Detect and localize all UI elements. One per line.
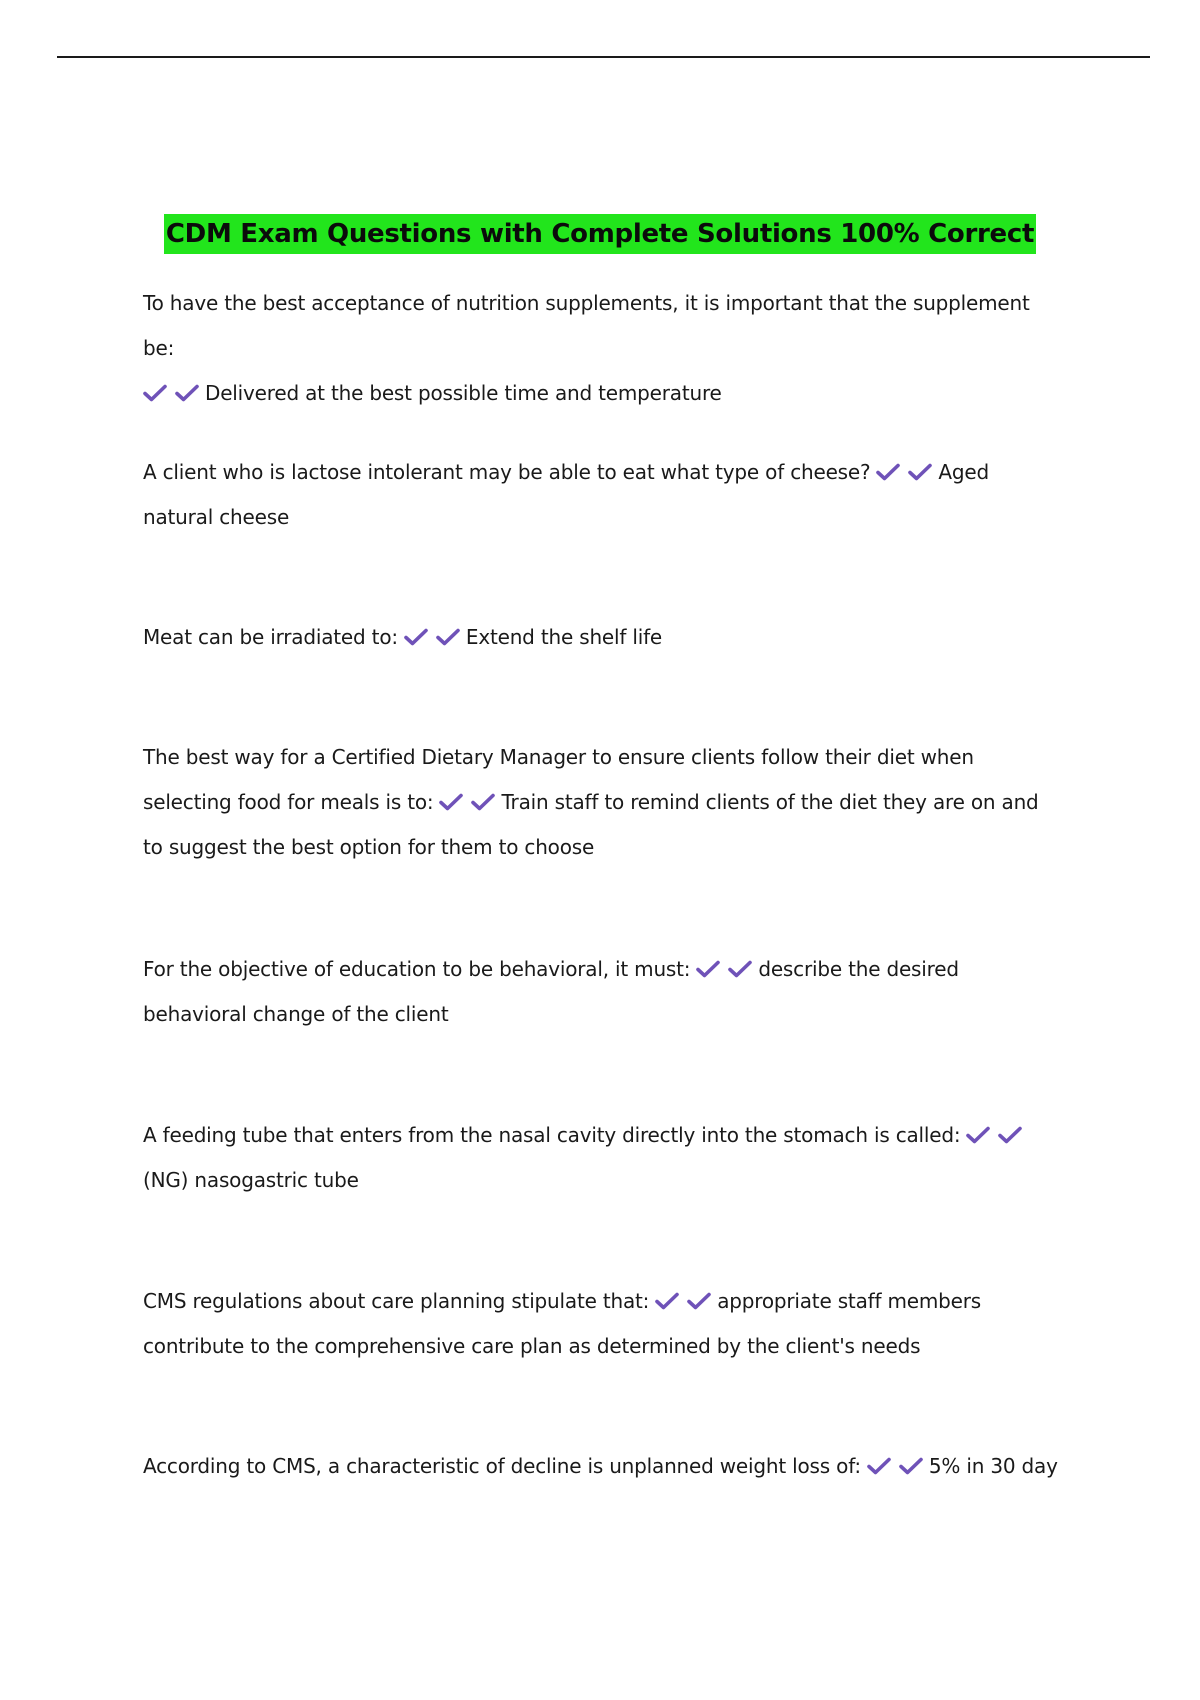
question-text: Meat can be irradiated to: — [143, 625, 398, 649]
answer-text: Aged natural cheese — [143, 460, 989, 529]
question-text: According to CMS, a characteristic of decline is unplanned weight loss of: — [143, 1454, 861, 1478]
check-icon — [439, 793, 463, 811]
check-icon — [471, 793, 495, 811]
question-text: The best way for a Certified Dietary Manager to ensure clients follow their diet when selecting food for meals is to: — [143, 745, 974, 814]
check-icon — [876, 463, 900, 481]
check-icon — [696, 960, 720, 978]
double-check-icon — [655, 1279, 713, 1324]
qa-item — [143, 1444, 1063, 1489]
qa-item — [143, 615, 1063, 660]
answer-text: Delivered at the best possible time and temperature — [205, 381, 722, 405]
check-icon — [175, 384, 199, 402]
double-check-icon — [404, 615, 462, 660]
double-check-icon — [439, 780, 497, 825]
double-check-icon — [143, 371, 201, 416]
answer-text: describe the desired behavioral change of the client — [143, 957, 959, 1026]
qa-item — [143, 735, 1063, 870]
check-icon — [899, 1457, 923, 1475]
double-check-icon — [867, 1444, 925, 1489]
document-title: CDM Exam Questions with Complete Solutions 100% Correct — [164, 214, 1036, 254]
qa-item — [143, 281, 1063, 416]
check-icon — [908, 463, 932, 481]
qa-item — [143, 1279, 1063, 1369]
double-check-icon — [876, 450, 934, 495]
question-text: For the objective of education to be behavioral, it must: — [143, 957, 691, 981]
check-icon — [436, 628, 460, 646]
check-icon — [867, 1457, 891, 1475]
check-icon — [998, 1126, 1022, 1144]
qa-item — [143, 1113, 1063, 1203]
answer-text: appropriate staff members contribute to the comprehensive care plan as determined by the client's needs — [143, 1289, 981, 1358]
answer-text: (NG) nasogastric tube — [143, 1168, 359, 1192]
header-rule — [57, 56, 1150, 58]
answer-text: Extend the shelf life — [465, 625, 663, 649]
check-icon — [655, 1292, 679, 1310]
qa-item — [143, 947, 1063, 1037]
question-text: A feeding tube that enters from the nasal cavity directly into the stomach is called: — [143, 1123, 961, 1147]
question-text: A client who is lactose intolerant may be able to eat what type of cheese? — [143, 460, 871, 484]
check-icon — [404, 628, 428, 646]
check-icon — [966, 1126, 990, 1144]
qa-item — [143, 450, 1063, 540]
check-icon — [728, 960, 752, 978]
answer-text: 5% in 30 day — [928, 1454, 1058, 1478]
question-text: CMS regulations about care planning stipulate that: — [143, 1289, 650, 1313]
answer-text: Train staff to remind clients of the diet they are on and to suggest the best option for them to choose — [143, 790, 1039, 859]
title-container — [0, 214, 1200, 254]
check-icon — [687, 1292, 711, 1310]
double-check-icon — [966, 1113, 1024, 1158]
question-text: To have the best acceptance of nutrition supplements, it is important that the supplement be: — [143, 291, 1030, 360]
check-icon — [143, 384, 167, 402]
double-check-icon — [696, 947, 754, 992]
